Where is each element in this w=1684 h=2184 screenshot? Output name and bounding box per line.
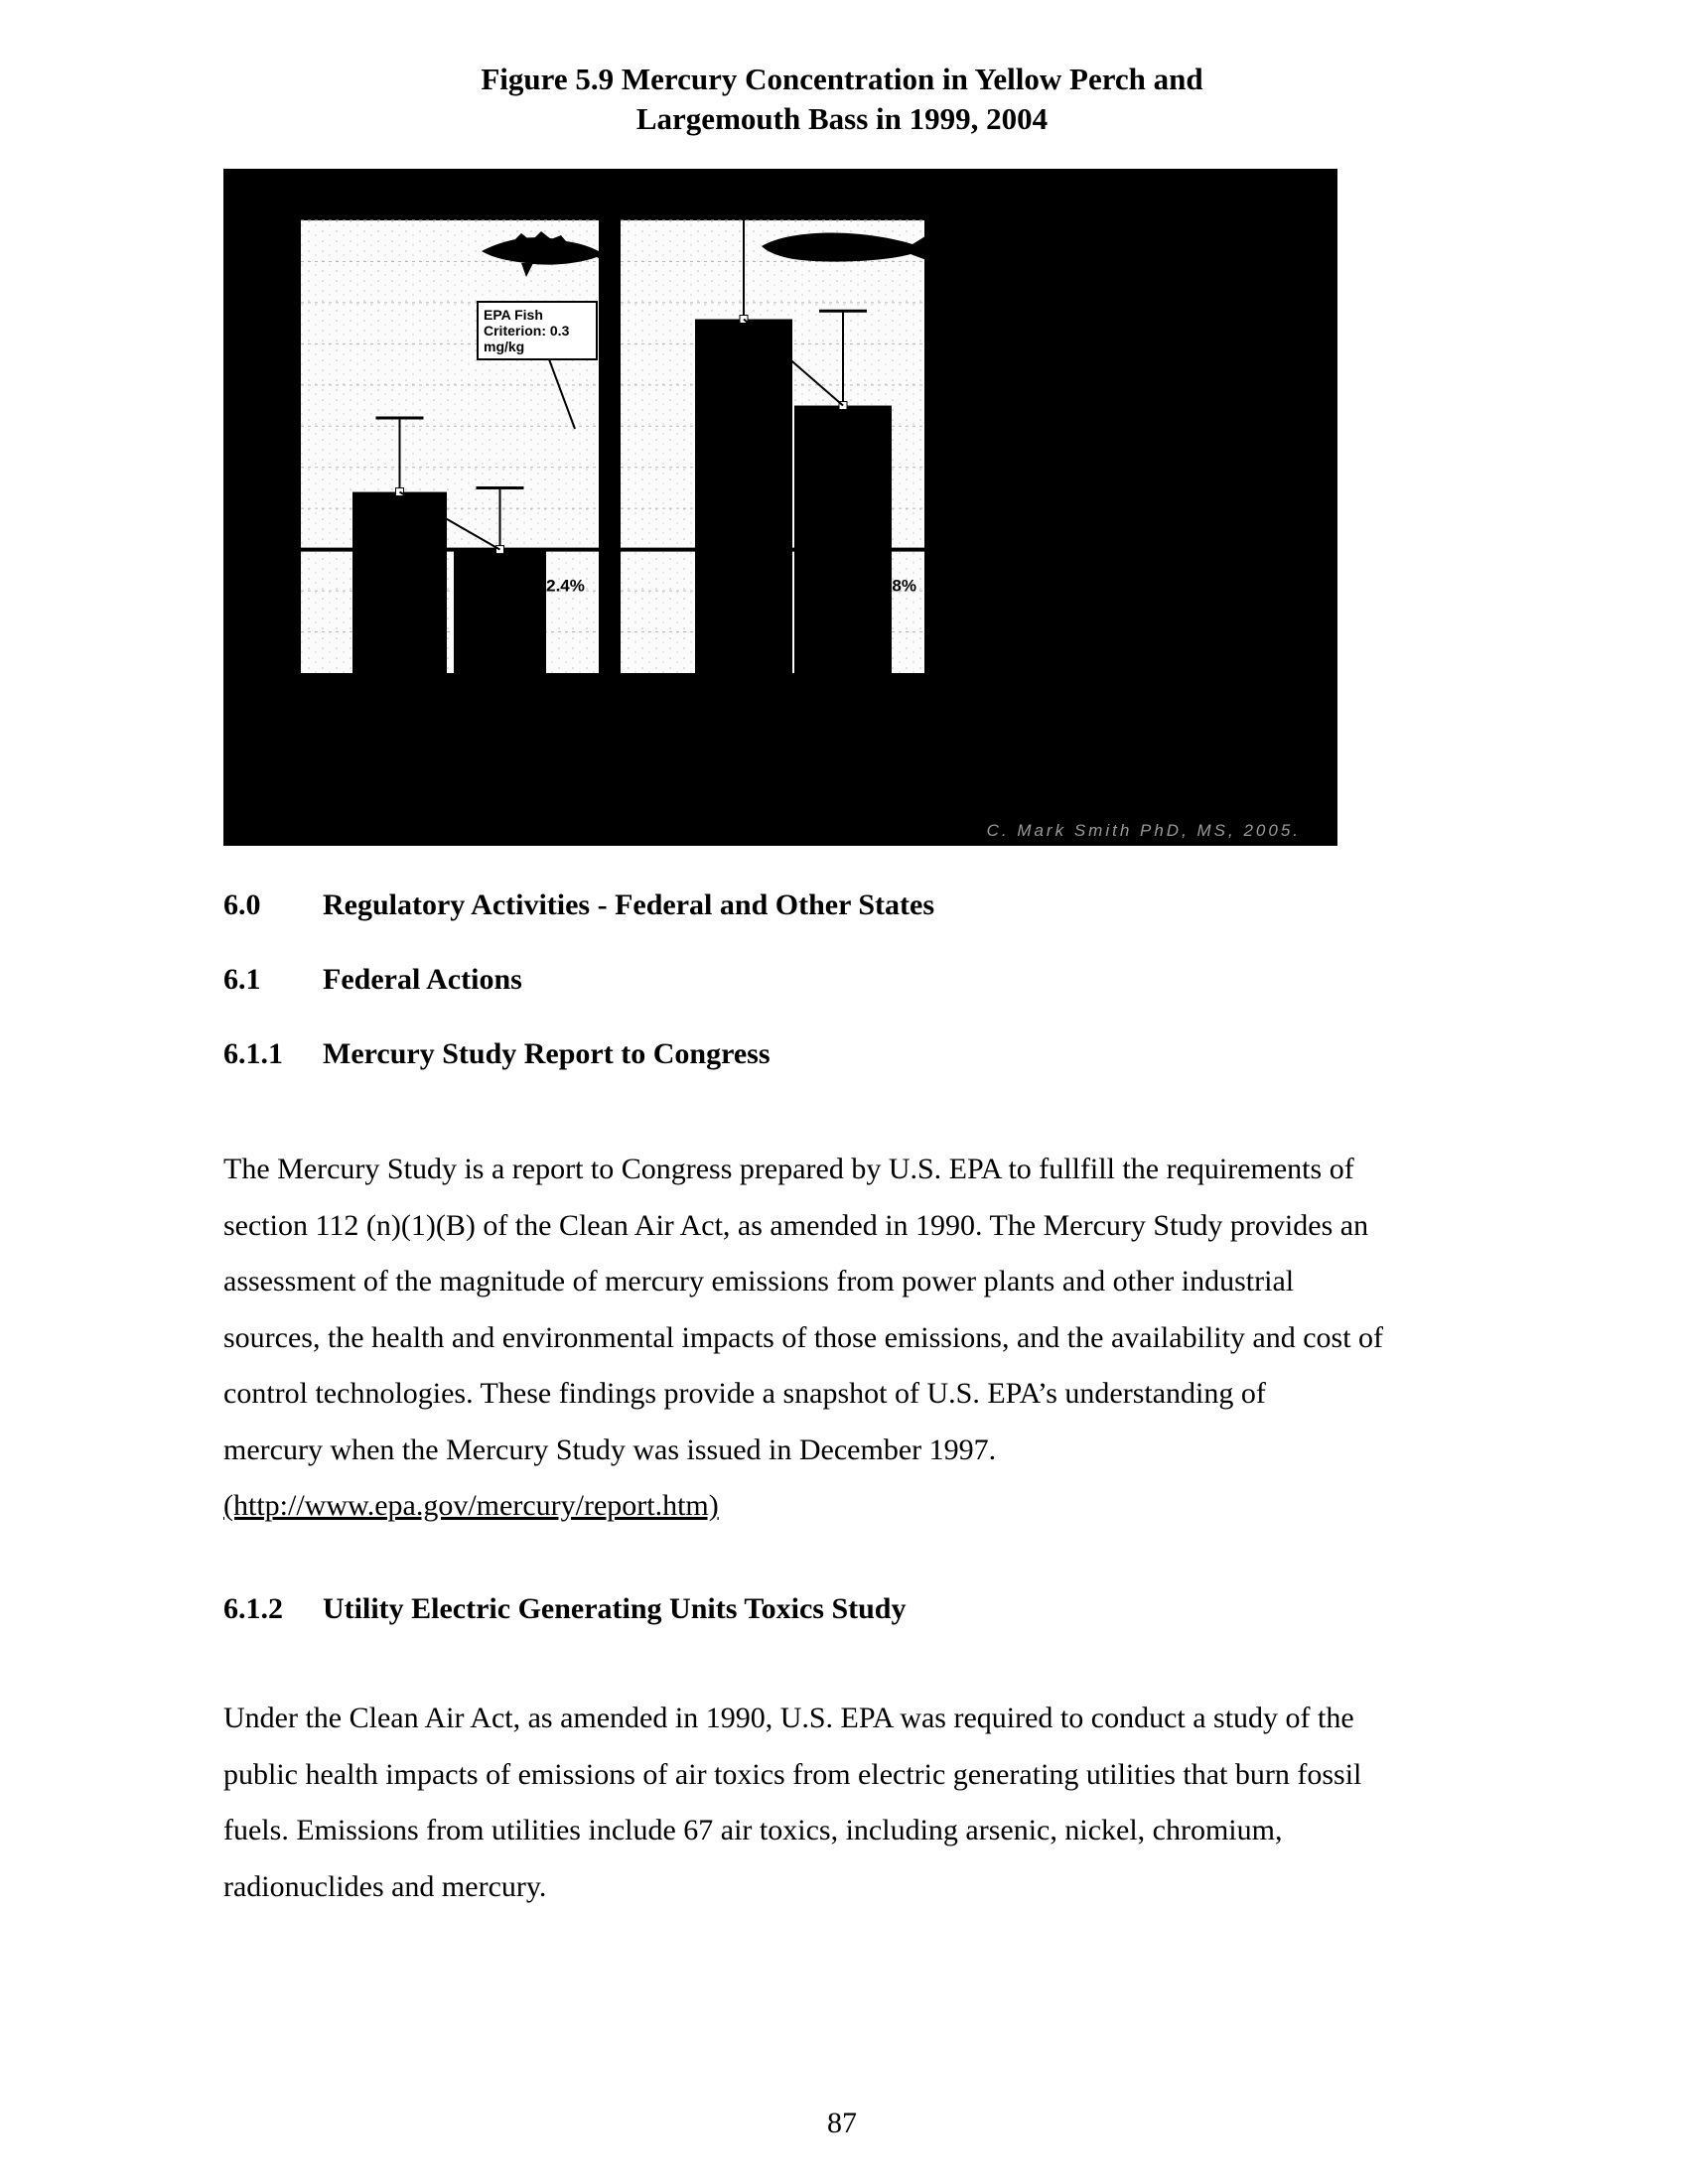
section-title: Mercury Study Report to Congress — [323, 1037, 771, 1070]
paragraph-line: fuels. Emissions from utilities include 67 air toxics, including arsenic, nickel, chromium, — [223, 1814, 1283, 1846]
change-percent-label: -24.8% — [863, 576, 916, 596]
paragraph-line: assessment of the magnitude of mercury emissions from power plants and other industrial — [223, 1265, 1295, 1297]
figure-title-line-2: Largemouth Bass in 1999, 2004 — [635, 101, 1049, 136]
callout-text: mg/kg — [484, 339, 525, 354]
paragraph-line: control technologies. These findings provide a snapshot of U.S. EPA’s understanding of — [223, 1377, 1266, 1410]
chart-panel-yellow-perch — [301, 220, 599, 673]
section-number: 6.1 — [223, 963, 261, 996]
section-title: Utility Electric Generating Units Toxics Study — [323, 1592, 907, 1625]
paragraph-line: section 112 (n)(1)(B) of the Clean Air Act, as amended in 1990. The Mercury Study provides an — [223, 1208, 1369, 1242]
callout-text: Criterion: 0.3 — [484, 323, 570, 339]
mercury-concentration-figure — [223, 169, 1337, 846]
chart-panel-largemouth-bass — [621, 200, 924, 673]
paragraph-utility-toxics — [223, 1691, 1514, 1915]
paragraph-line: public health impacts of emissions of air toxics from electric generating utilities that burn fossil — [223, 1757, 1362, 1791]
mercury-report-link[interactable]: (http://www.epa.gov/mercury/report.htm) — [223, 1489, 719, 1522]
paragraph-line: The Mercury Study is a report to Congress prepared by U.S. EPA to fullfill the requirements of — [223, 1153, 1354, 1185]
bar-1999 — [352, 492, 447, 673]
section-number: 6.1.2 — [223, 1592, 283, 1625]
figure-title-line-1: Figure 5.9 Mercury Concentration in Yellow Perch and — [481, 62, 1203, 96]
plot-area — [301, 220, 599, 673]
figure-credit: C. Mark Smith PhD, MS, 2005. — [986, 821, 1301, 840]
bar-1999 — [695, 319, 792, 673]
section-title: Federal Actions — [323, 963, 522, 996]
bar-2004 — [794, 406, 892, 673]
section-number: 6.1.1 — [223, 1037, 283, 1070]
paragraph-mercury-study — [223, 1142, 1514, 1535]
paragraph-line: Under the Clean Air Act, as amended in 1990, U.S. EPA was required to conduct a study of the — [223, 1702, 1354, 1734]
paragraph-line: mercury when the Mercury Study was issued in December 1997. — [223, 1433, 997, 1466]
page-number: 87 — [827, 2107, 857, 2139]
paragraph-line: radionuclides and mercury. — [223, 1869, 547, 1903]
section-title: Regulatory Activities - Federal and Other States — [323, 888, 935, 921]
callout-text: EPA Fish — [484, 307, 543, 323]
paragraph-line: sources, the health and environmental impacts of those emissions, and the availability and cost of — [223, 1320, 1384, 1354]
section-number: 6.0 — [223, 888, 261, 921]
bar-2004 — [454, 550, 546, 673]
change-percent-label: -32.4% — [531, 576, 585, 596]
